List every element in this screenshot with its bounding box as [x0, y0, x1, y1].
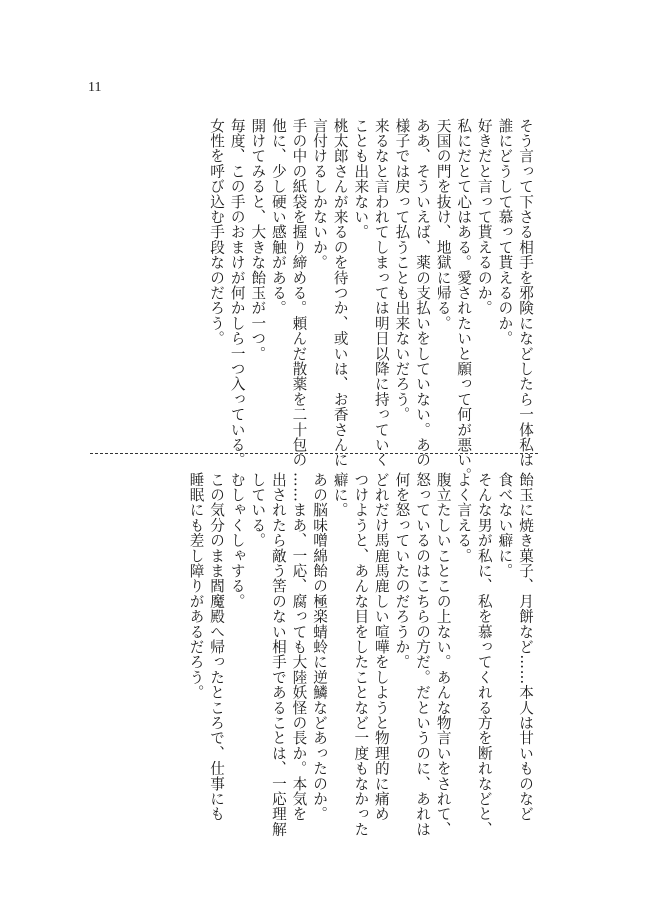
text-column: 言付けるしかないか。: [311, 118, 329, 270]
text-column: 様子では戻って払うことも出来ないだろう。: [393, 118, 411, 422]
text-column: 開けてみると、大きな飴玉が一つ。: [249, 118, 267, 362]
text-column: 癖に。: [331, 472, 349, 518]
text-column: 誰にどうして慕って貰えるのか。: [496, 118, 514, 346]
text-column: ことも出来ない。: [352, 118, 370, 240]
text-column: 出されたら敵う筈のない相手であることは、一応理解: [269, 472, 287, 837]
text-column: ああ、そういえば、薬の支払いをしていない。あの: [414, 118, 432, 468]
text-column: 飴玉に焼き菓子、月餅など……本人は甘いものなど: [517, 472, 534, 822]
page-number: 11: [88, 80, 102, 95]
text-column: している。: [249, 472, 267, 548]
text-column: 怒っているのはこちらの方だ。だというのに、あれは: [414, 472, 432, 837]
text-column: 毎度、この手のおまけが何かしら一つ入っている。: [228, 118, 246, 468]
text-column: 食べない癖に。: [496, 472, 514, 579]
text-column: つけようと、あんな目をしたことなど一度もなかった: [352, 472, 370, 837]
text-column: 来るなと言われてしまっては明日以降に持っていく: [372, 118, 390, 468]
text-column: 天国の門を抜け、地獄に帰る。: [434, 118, 452, 331]
text-column: 他に、少し硬い感触がある。: [269, 118, 287, 316]
text-column: 好きだと言って貰えるのか。: [475, 118, 493, 316]
text-block-bottom: [90, 472, 535, 837]
text-column: この気分のまま閻魔殿へ帰ったところで、仕事にも: [208, 472, 226, 822]
text-column: あの脳味噌綿飴の極楽蜻蛉に逆鱗などあったのか。: [311, 472, 329, 822]
text-column: ……まあ、一応、腐っても大陸妖怪の長か。本気を: [290, 472, 308, 822]
text-column: 腹立たしいことこの上ない。あんな物言いをされて、: [434, 472, 452, 837]
text-column: 何を怒っていたのだろうか。: [393, 472, 411, 670]
text-column: むしゃくしゃする。: [228, 472, 246, 609]
text-column: 睡眠にも差し障りがあるだろう。: [187, 472, 205, 700]
text-column: そんな男が私に、私を慕ってくれる方を断れなどと、: [475, 472, 493, 837]
text-column: よく言える。: [455, 472, 473, 564]
text-column: 私にだとて心はある。愛されたいと願って何が悪い。: [455, 118, 473, 483]
text-column: 桃太郎さんが来るのを待つか、或いは、お香さんに: [331, 118, 349, 468]
dashed-divider: [90, 453, 538, 454]
text-column: どれだけ馬鹿馬鹿しい喧嘩をしようと物理的に痛め: [372, 472, 390, 822]
text-column: そう言って下さる相手を邪険になどしたら一体私は: [517, 118, 534, 468]
text-column: 手の中の紙袋を握り締める。頼んだ散薬を二十包の: [290, 118, 308, 468]
text-block-top: [90, 118, 535, 483]
text-column: 女性を呼び込む手段なのだろう。: [208, 118, 226, 346]
